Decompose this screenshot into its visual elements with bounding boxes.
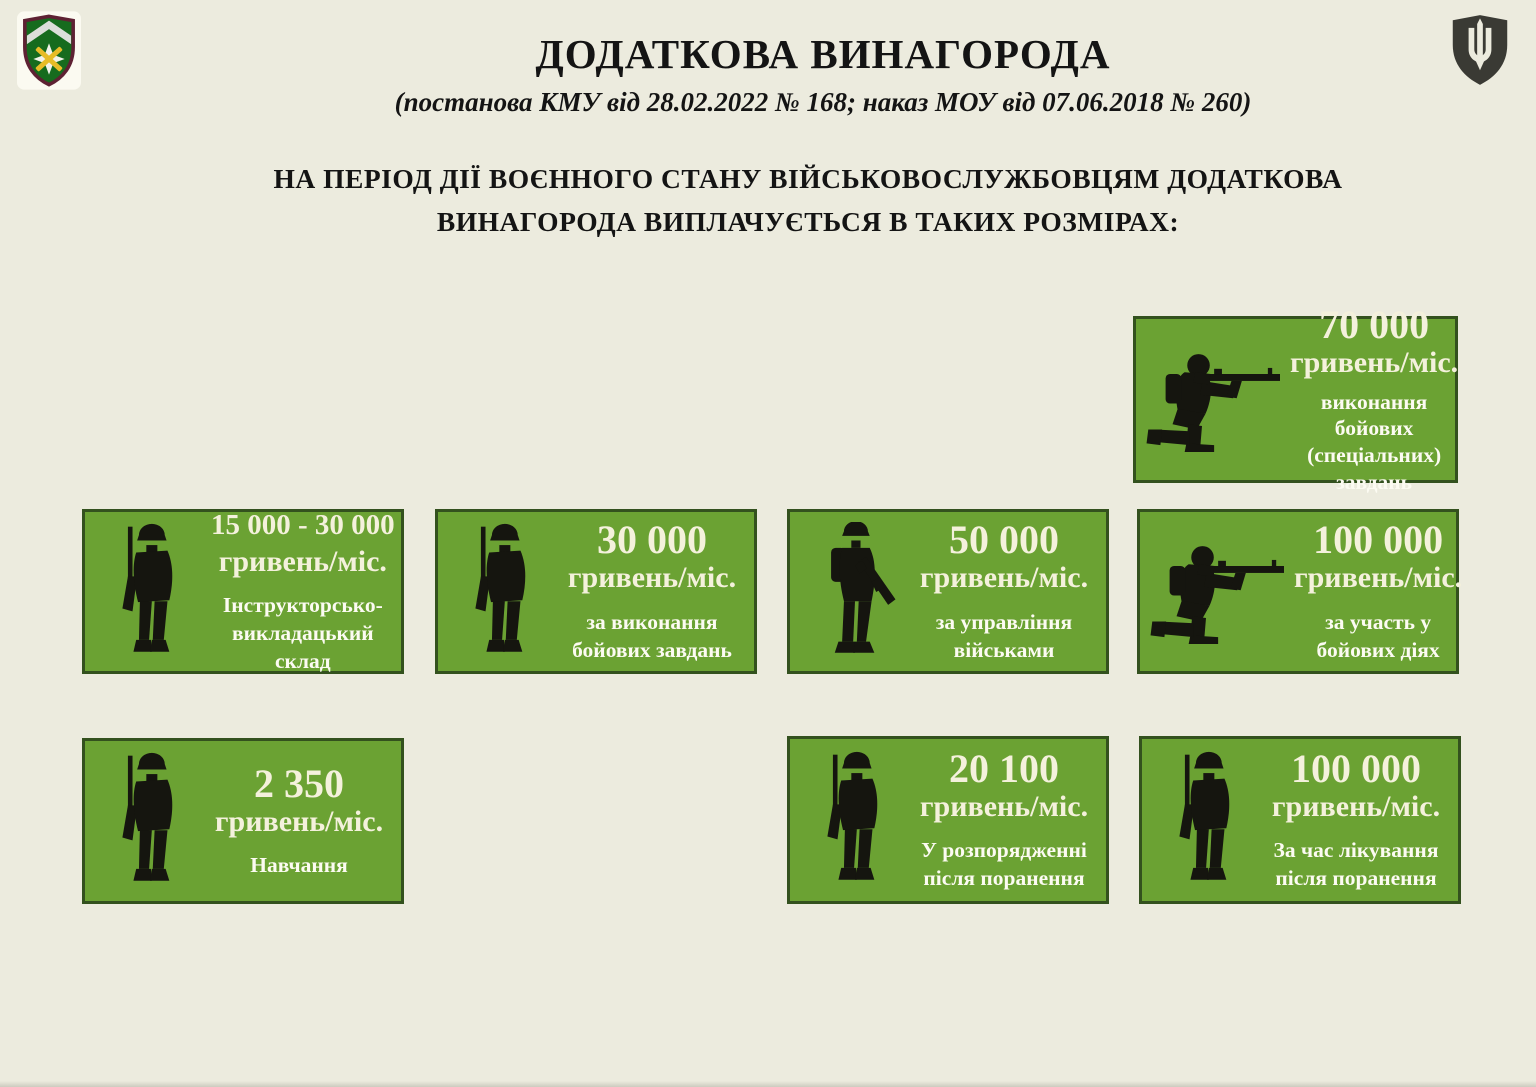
card-amount: 100 000 <box>1291 745 1421 791</box>
intro-line-2: ВИНАГОРОДА ВИПЛАЧУЄТЬСЯ В ТАКИХ РОЗМІРАХ: <box>436 205 1180 237</box>
card-text <box>1294 518 1468 665</box>
card-amount: 50 000 <box>949 517 1059 563</box>
intro-statement <box>120 158 1496 243</box>
card-combat-participation <box>1137 509 1463 674</box>
soldier-standing-icon <box>442 523 564 661</box>
card-amount: 100 000 <box>1313 517 1444 563</box>
card-text <box>211 507 401 676</box>
card-text <box>916 518 1098 665</box>
card-text <box>1268 747 1450 894</box>
card-desc: виконання бойових (спеціальних) завдань <box>1307 389 1442 495</box>
unit-shield-emblem-logo <box>17 11 81 90</box>
screenshot-bottom-shadow <box>0 1081 1536 1087</box>
card-amount: 30 000 <box>597 517 707 563</box>
card-troop-command <box>787 509 1109 674</box>
card-text <box>916 747 1098 894</box>
card-unit: гривень/міс. <box>919 561 1089 595</box>
card-disposal-after-wound <box>787 736 1109 904</box>
card-text <box>564 518 746 665</box>
card-unit: гривень/міс. <box>1290 346 1459 380</box>
card-combat-special-tasks <box>1133 301 1459 495</box>
card-desc: У розпорядженні після поранення <box>921 838 1087 891</box>
soldier-standing-icon <box>794 751 916 889</box>
card-amount: 2 350 <box>254 760 344 806</box>
page-title: ДОДАТКОВА ВИНАГОРОДА <box>535 31 1111 77</box>
card-amount: 70 000 <box>1319 301 1430 347</box>
card-desc: За час лікування після поранення <box>1273 838 1439 891</box>
soldier-standing-icon <box>89 752 211 890</box>
card-training <box>82 738 404 904</box>
page-subtitle: (постанова КМУ від 28.02.2022 № 168; наказ МОУ від 07.06.2018 № 260) <box>394 87 1252 117</box>
card-text <box>1290 303 1464 496</box>
intro-line-1: НА ПЕРІОД ДІЇ ВОЄННОГО СТАНУ ВІЙСЬКОВОСЛУЖБОВЦЯМ ДОДАТКОВА <box>273 163 1343 194</box>
soldier-standing-icon <box>1146 751 1268 889</box>
soldier-standing-icon <box>89 523 211 661</box>
card-desc: за участь у бойових діях <box>1316 609 1440 662</box>
card-amount: 15 000 - 30 000 <box>211 509 395 541</box>
soldier-kneeling-shooting-icon <box>1140 348 1290 452</box>
card-desc: за виконання бойових завдань <box>572 609 732 662</box>
unit-shield-icon <box>17 11 81 90</box>
soldier-kneeling-shooting-icon <box>1144 540 1294 644</box>
card-unit: гривень/міс. <box>1294 561 1463 595</box>
card-desc: за управління військами <box>935 609 1073 662</box>
card-amount: 20 100 <box>949 745 1059 791</box>
card-unit: гривень/міс. <box>567 561 737 595</box>
card-unit: гривень/міс. <box>218 544 387 578</box>
card-unit: гривень/міс. <box>214 804 384 838</box>
card-unit: гривень/міс. <box>919 789 1089 823</box>
card-combat-tasks <box>435 509 757 674</box>
card-instructor-staff <box>82 509 404 674</box>
header <box>150 30 1496 118</box>
card-text <box>211 762 393 881</box>
card-unit: гривень/міс. <box>1271 789 1441 823</box>
card-treatment-after-wound <box>1139 736 1461 904</box>
card-desc: Навчання <box>250 853 348 878</box>
soldier-patrol-icon <box>794 522 916 662</box>
card-desc: Інструкторсько-викладацький склад <box>222 593 383 674</box>
